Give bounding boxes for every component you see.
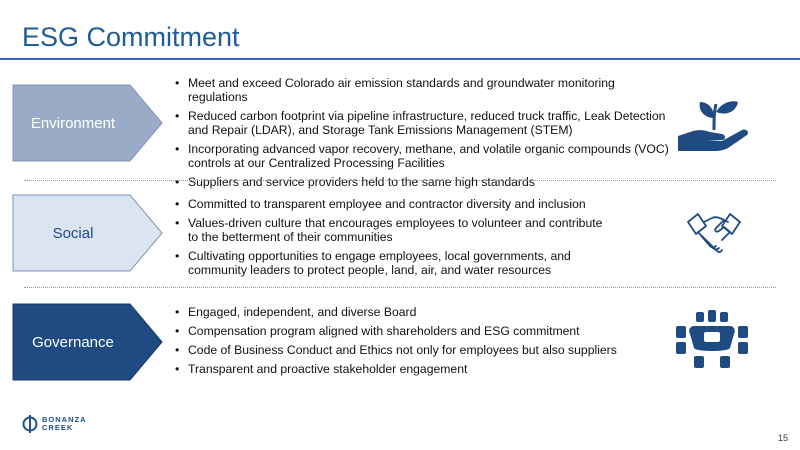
- social-chevron: [12, 194, 164, 272]
- environment-label: Environment: [30, 114, 116, 132]
- plant-in-hand-icon: [676, 96, 754, 157]
- governance-bullets: [174, 305, 654, 381]
- list-item: • Values-driven culture that encourages employees to volunteer and contribute to the betterment of their communities: [174, 216, 614, 244]
- boardroom-icon: [672, 308, 752, 375]
- logo-mark-icon: [22, 414, 38, 434]
- page-title: ESG Commitment: [22, 22, 240, 52]
- list-item: • Code of Business Conduct and Ethics not only for employees but also suppliers: [174, 343, 654, 357]
- list-item: • Meet and exceed Colorado air emission standards and groundwater monitoring regulations: [174, 76, 674, 104]
- title-underline: [0, 58, 800, 60]
- governance-chevron: [12, 303, 164, 381]
- environment-bullets: [174, 76, 674, 194]
- list-item: • Transparent and proactive stakeholder engagement: [174, 362, 654, 376]
- section-divider: [24, 287, 776, 288]
- list-item: • Suppliers and service providers held to the same high standards: [174, 175, 674, 189]
- social-label: Social: [52, 224, 94, 242]
- environment-chevron: [12, 84, 164, 162]
- list-item: • Cultivating opportunities to engage employees, local governments, and community leaders to protect people, land, air, and water resources: [174, 249, 614, 277]
- list-item: • Engaged, independent, and diverse Board: [174, 305, 654, 319]
- list-item: • Committed to transparent employee and contractor diversity and inclusion: [174, 197, 614, 211]
- list-item: • Incorporating advanced vapor recovery, methane, and volatile organic compounds (VOC) controls at our Centralized Processing Facilities: [174, 142, 674, 170]
- list-item: • Compensation program aligned with shareholders and ESG commitment: [174, 324, 654, 338]
- section-divider: [24, 180, 776, 181]
- governance-label: Governance: [32, 333, 114, 351]
- list-item: • Reduced carbon footprint via pipeline infrastructure, reduced truck traffic, Leak Detection and Repair (LDAR), and Storage Tank Emissions Management (STEM): [174, 109, 674, 137]
- social-bullets: [174, 197, 614, 282]
- company-logo: [22, 414, 87, 434]
- handshake-icon: [686, 210, 742, 261]
- page-number: 15: [777, 433, 788, 443]
- logo-wordmark: BONANZA CREEK: [42, 415, 87, 432]
